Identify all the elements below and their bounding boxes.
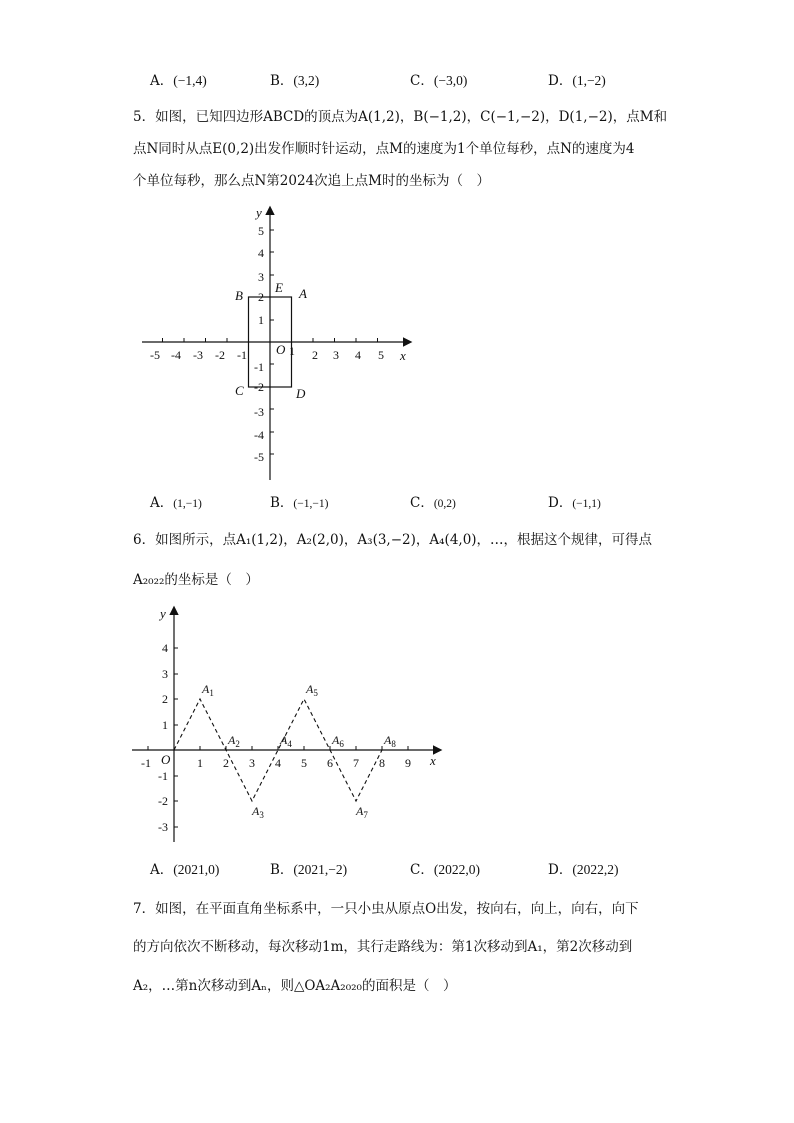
- q5-option-d-value: (−1,1): [572, 498, 601, 510]
- q6-x-tick-label: 2: [223, 756, 229, 770]
- q5-option-d-letter: D．: [548, 495, 573, 511]
- q4-option-c-letter: C．: [410, 73, 434, 89]
- q5-label-c: C: [235, 383, 244, 398]
- q6-y-axis-label: y: [160, 606, 166, 621]
- q5-x-tick-label: -1: [237, 348, 247, 362]
- q5-y-tick-label: -2: [254, 380, 264, 394]
- q6-x-tick-label: 9: [405, 756, 411, 770]
- q5-y-tick-label: 3: [258, 270, 264, 284]
- q6-y-tick-label: -2: [158, 794, 168, 808]
- q6-figure: [130, 602, 450, 852]
- q5-figure: [130, 200, 430, 490]
- q6-option-a[interactable]: [150, 860, 219, 880]
- q6-option-d[interactable]: [548, 860, 618, 880]
- q6-point-label-a7: $A_7$: [356, 804, 368, 820]
- q6-point-label-a3: $A_3$: [252, 804, 264, 820]
- q6-option-c-value: (2022,0): [433, 862, 480, 877]
- q5-y-tick-label: 1: [258, 313, 264, 327]
- q5-y-tick-label: 2: [258, 290, 264, 304]
- q6-option-a-value: (2021,0): [173, 862, 220, 877]
- q5-option-d[interactable]: [548, 493, 601, 514]
- q6-option-d-letter: D．: [548, 862, 573, 878]
- q5-text-line-1: 5．如图，已知四边形ABCD的顶点为A(1,2)，B(−1,2)，C(−1,−2)，D(1,−2)，点M和: [133, 109, 668, 125]
- q5-option-b-value: (−1,−1): [293, 498, 329, 510]
- q5-text-line-3: 个单位每秒，那么点N第2024次追上点M时的坐标为（ ）: [133, 173, 490, 189]
- q6-origin-label: O: [161, 752, 171, 767]
- q6-x-tick-label: -1: [141, 756, 151, 770]
- q5-y-tick-label: 4: [258, 246, 264, 260]
- q6-x-axis-label: x: [430, 753, 436, 768]
- q6-point-label-a8: $A_8$: [384, 733, 396, 749]
- q5-option-b-letter: B．: [270, 495, 294, 511]
- q6-option-d-value: (2022,2): [572, 862, 619, 877]
- q4-option-a-value: (−1,4): [173, 73, 207, 88]
- q5-option-a-value: (1,−1): [173, 498, 202, 510]
- q4-option-a-letter: A．: [150, 73, 174, 89]
- q6-point-label-a4: $A_4$: [280, 733, 292, 749]
- q6-point-label-a5: $A_5$: [306, 682, 318, 698]
- q5-y-tick-label: -5: [254, 450, 264, 464]
- q5-y-tick-label: -3: [254, 405, 264, 419]
- q6-text-line-1: 6．如图所示，点A₁(1,2)，A₂(2,0)，A₃(3,−2)，A₄(4,0)，…，根据这个规律，可得点: [133, 532, 653, 548]
- q6-y-tick-label: 1: [162, 718, 168, 732]
- q5-x-tick-label: -3: [193, 348, 203, 362]
- q5-x-tick-label: -2: [215, 348, 225, 362]
- q5-x-tick-label: 2: [312, 348, 318, 362]
- q4-option-b-value: (3,2): [293, 73, 320, 88]
- q4-option-d-value: (1,−2): [572, 73, 606, 88]
- q6-point-label-a1: $A_1$: [202, 682, 214, 698]
- q6-y-tick-label: 2: [162, 692, 168, 706]
- q6-x-tick-label: 4: [275, 756, 281, 770]
- q5-x-axis-label: x: [400, 348, 406, 363]
- q6-x-tick-label: 8: [379, 756, 385, 770]
- q5-x-tick-label: -5: [150, 348, 160, 362]
- q6-option-c[interactable]: [410, 860, 480, 880]
- q5-x-tick-label: 3: [333, 348, 339, 362]
- q5-label-b: B: [235, 288, 243, 303]
- q5-x-tick-label: 5: [378, 348, 384, 362]
- q7-text-line-2: 的方向依次不断移动，每次移动1m，其行走路线为：第1次移动到A₁，第2次移动到: [133, 939, 633, 955]
- q7-text-line-3: A₂，…第n次移动到Aₙ，则△OA₂A₂₀₂₀的面积是（ ）: [133, 978, 457, 994]
- q5-label-e: E: [275, 280, 283, 295]
- q4-option-c[interactable]: [410, 71, 467, 91]
- q4-option-a[interactable]: [150, 71, 207, 91]
- q6-y-tick-label: -1: [158, 769, 168, 783]
- q4-option-b-letter: B．: [270, 73, 294, 89]
- q6-option-b[interactable]: [270, 860, 347, 880]
- q5-label-d: D: [296, 386, 306, 401]
- q6-y-tick-label: 4: [162, 641, 168, 655]
- q5-y-tick-label: -1: [254, 360, 264, 374]
- q5-x-tick-label: 4: [355, 348, 361, 362]
- q6-point-label-a2: $A_2$: [228, 733, 240, 749]
- q5-option-b[interactable]: [270, 493, 328, 514]
- q5-y-tick-label: 5: [258, 224, 264, 238]
- q5-x-tick-label: -4: [171, 348, 181, 362]
- q6-x-tick-label: 6: [327, 756, 333, 770]
- q4-option-c-value: (−3,0): [433, 73, 468, 88]
- q4-option-b[interactable]: [270, 71, 319, 91]
- q4-option-d-letter: D．: [548, 73, 573, 89]
- q5-option-a-letter: A．: [150, 495, 174, 511]
- q6-y-tick-label: -3: [158, 820, 168, 834]
- q6-x-tick-label: 7: [353, 756, 359, 770]
- q5-x-tick-label: 1: [289, 344, 295, 358]
- q6-option-a-letter: A．: [150, 862, 174, 878]
- q5-option-c-value: (0,2): [433, 498, 456, 510]
- q5-label-a: A: [299, 286, 307, 301]
- q5-text-line-2: 点N同时从点E(0,2)出发作顺时针运动，点M的速度为1个单位每秒，点N的速度为4: [133, 141, 635, 157]
- q6-option-c-letter: C．: [410, 862, 434, 878]
- q4-option-d[interactable]: [548, 71, 606, 91]
- q6-x-tick-label: 1: [197, 756, 203, 770]
- q5-y-tick-label: -4: [254, 428, 264, 442]
- q6-option-b-value: (2021,−2): [293, 862, 348, 877]
- q5-option-a[interactable]: [150, 493, 202, 514]
- q6-x-tick-label: 5: [301, 756, 307, 770]
- q7-text-line-1: 7．如图，在平面直角坐标系中，一只小虫从原点O出发，按向右，向上，向右，向下: [133, 901, 639, 917]
- q6-text-line-2: A₂₀₂₂的坐标是（ ）: [133, 572, 259, 588]
- q6-option-b-letter: B．: [270, 862, 294, 878]
- q6-y-tick-label: 3: [162, 667, 168, 681]
- q5-option-c[interactable]: [410, 493, 456, 514]
- q6-point-label-a6: $A_6$: [332, 733, 344, 749]
- q5-y-axis-label: y: [256, 205, 262, 220]
- q6-x-tick-label: 3: [249, 756, 255, 770]
- q5-origin-label: O: [276, 342, 286, 357]
- q5-option-c-letter: C．: [410, 495, 434, 511]
